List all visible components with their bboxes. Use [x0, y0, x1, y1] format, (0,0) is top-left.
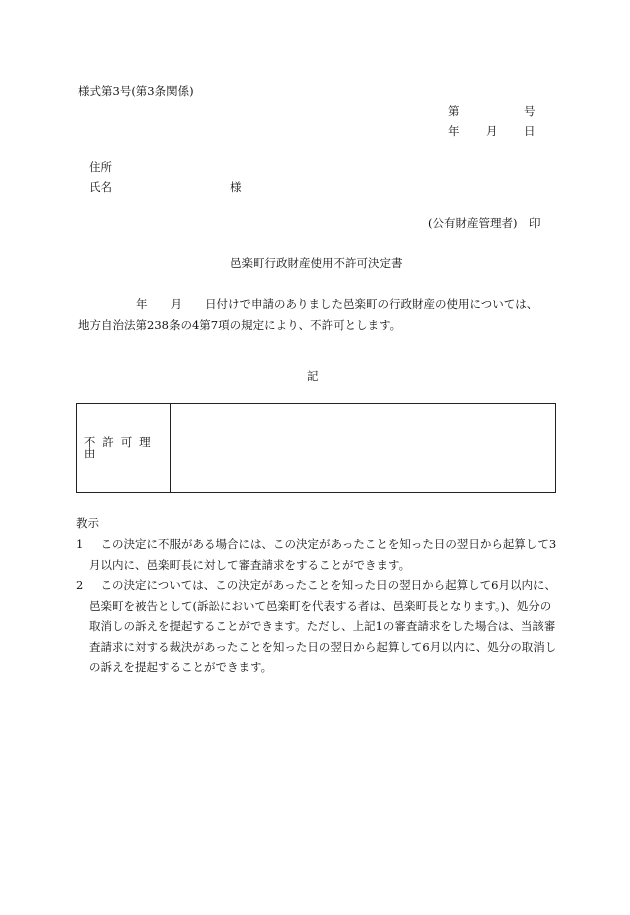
document-number-row: [448, 106, 538, 126]
form-label: 様式第3号(第3条関係): [78, 84, 194, 98]
document-date-row: [448, 126, 538, 146]
instruction-list: [76, 534, 558, 678]
instruction-item: [76, 534, 558, 575]
instruction-number: 2: [76, 578, 84, 592]
number-prefix: 第: [448, 104, 460, 118]
ki-heading: 記: [307, 369, 319, 383]
address-row: [89, 162, 112, 182]
address-label: 住所: [89, 160, 112, 174]
reason-table: [76, 403, 556, 493]
instruction-item: [76, 575, 558, 678]
instruction-text: この決定に不服がある場合には、この決定があったことを知った日の翌日から起算して3月以内に、邑楽町長に対して審査請求をすることができます。: [89, 537, 557, 572]
name-label: 氏名: [89, 180, 112, 194]
document-number-block: [448, 106, 538, 146]
date-day-label: 日: [524, 124, 536, 138]
name-row: [89, 180, 242, 202]
decision-body: [78, 294, 556, 336]
instruction-number: 1: [76, 537, 84, 551]
decision-body-line-2: 地方自治法第238条の4第7項の規定により、不許可とします。: [78, 318, 402, 332]
instruction-heading: 教示: [76, 516, 99, 530]
issuer-line: (公有財産管理者) 印: [428, 216, 541, 230]
reason-value: [171, 404, 555, 492]
instruction-text: この決定については、この決定があったことを知った日の翌日から起算して6月以内に、邑楽町を被告として(訴訟において邑楽町を代表する者は、邑楽町長となります。)、処分の取消しの訴えを提起することができます。ただし、上記1の審査請求をした場合は、当該審査請求に対する裁決があったことを知った日の翌日から起算して6月以内に、処分の取消しの訴えを提起することができます。: [89, 578, 557, 674]
recipient-block: [89, 160, 242, 202]
name-honorific: 様: [230, 180, 242, 194]
reason-label: 不許可理由: [77, 404, 171, 492]
decision-body-line-1: 年 月 日付けで申請のありました邑楽町の行政財産の使用については、: [136, 297, 539, 311]
date-month-label: 月: [486, 124, 498, 138]
date-year-label: 年: [448, 124, 460, 138]
document-title: 邑楽町行政財産使用不許可決定書: [230, 256, 403, 270]
number-suffix: 号: [524, 104, 536, 118]
